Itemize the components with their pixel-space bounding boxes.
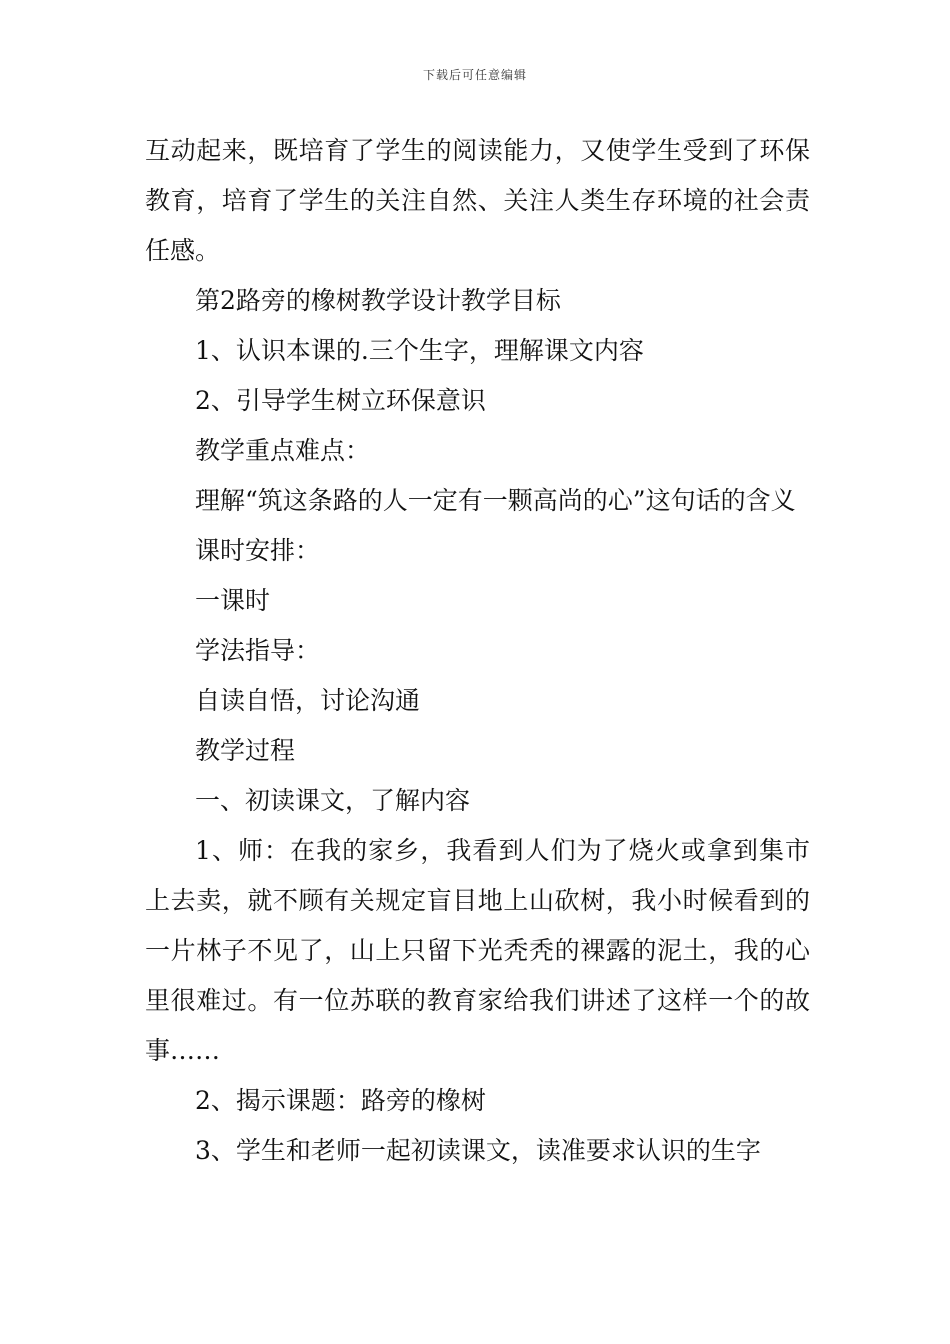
objective-2: 2、引导学生树立环保意识 <box>195 386 486 415</box>
section-title: 第2路旁的橡树教学设计教学目标 <box>195 286 561 315</box>
process-step-1-1: 1、师：在我的家乡，我看到人们为了烧火或拿到集市上去卖，就不顾有关规定盲目地上山砍树，我小时候看到的一片林子不见了，山上只留下光秃秃的裸露的泥土，我的心里很难过。有一位苏联的教育家给我们讲述了这样一个的故事…… <box>145 836 810 1065</box>
schedule-heading: 课时安排： <box>195 536 321 565</box>
process-step-1-heading: 一、初读课文，了解内容 <box>195 786 471 815</box>
process-heading: 教学过程 <box>195 736 296 765</box>
page-header-note: 下载后可任意编辑 <box>422 68 527 82</box>
objective-1: 1、认识本课的.三个生字，理解课文内容 <box>195 336 644 365</box>
key-difficulty-text: 理解“筑这条路的人一定有一颗高尚的心”这句话的含义 <box>195 486 796 515</box>
process-step-1-2: 2、揭示课题：路旁的橡树 <box>195 1086 486 1115</box>
method-text: 自读自悟，讨论沟通 <box>195 686 421 715</box>
paragraph-intro-continuation: 互动起来，既培育了学生的阅读能力，又使学生受到了环保教育，培育了学生的关注自然、关注人类生存环境的社会责任感。 <box>145 136 810 265</box>
key-difficulty-heading: 教学重点难点： <box>195 436 371 465</box>
schedule-text: 一课时 <box>195 586 271 615</box>
method-heading: 学法指导： <box>195 636 321 665</box>
document-body <box>145 126 810 1176</box>
process-step-1-3: 3、学生和老师一起初读课文，读准要求认识的生字 <box>195 1136 761 1165</box>
